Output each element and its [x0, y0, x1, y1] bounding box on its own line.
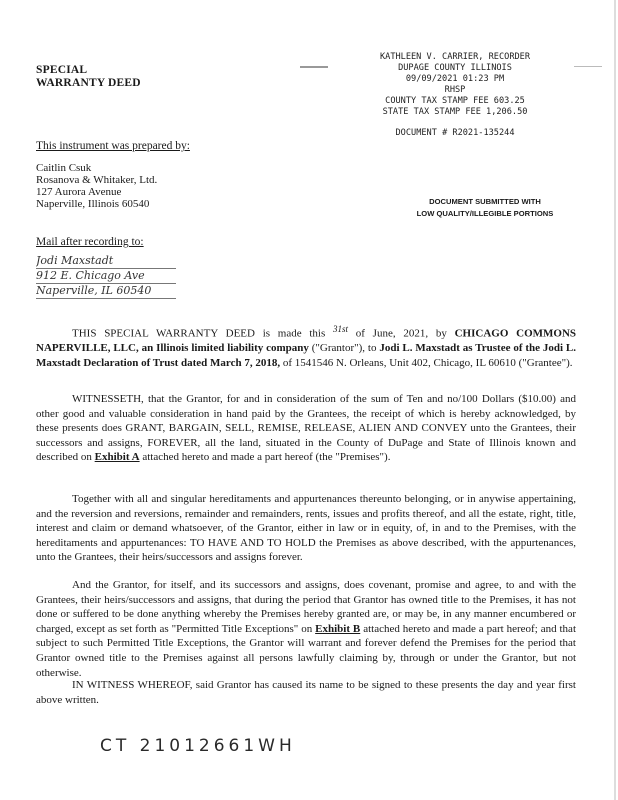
recorder-datetime: 09/09/2021 01:23 PM	[405, 74, 505, 84]
scan-edge	[614, 0, 616, 800]
scan-mark	[574, 66, 602, 67]
preparer-street: 127 Aurora Avenue	[36, 186, 122, 198]
para1-text-a: THIS SPECIAL WARRANTY DEED is made this	[72, 327, 333, 340]
para5-text: IN WITNESS WHEREOF, said Grantor has caused its name to be signed to these presents the day and year first above written.	[36, 679, 576, 706]
county-tax-fee: COUNTY TAX STAMP FEE 603.25	[385, 96, 525, 106]
title-line-2: WARRANTY DEED	[36, 77, 141, 89]
notice-line-1: DOCUMENT SUBMITTED WITH	[429, 197, 541, 206]
mail-to-street: 912 E. Chicago Ave	[36, 269, 176, 284]
title-line-1: SPECIAL	[36, 64, 88, 76]
preparer-address	[36, 162, 157, 210]
state-tax-fee: STATE TAX STAMP FEE 1,206.50	[382, 107, 528, 117]
deed-title	[36, 64, 141, 90]
mail-to-name: Jodi Maxstadt	[36, 254, 176, 269]
mail-to-label: Mail after recording to:	[36, 236, 144, 248]
para1-text-d: of 1541546 N. Orleans, Unit 402, Chicago, IL 60610 ("Grantee").	[280, 356, 573, 369]
para4-text-b: attached hereto and made a part hereof; and that subject to such Permitted Title Exceptions, the Grantor will warrant and forever defend the Premises for the period that Grantor owned title to the Premises against all persons lawfully claiming by, through or under the Grantor, but not otherwise.	[36, 622, 576, 679]
covenant-paragraph	[36, 578, 576, 680]
quality-notice	[396, 196, 574, 220]
grantee-name: Jodi L. Maxstadt as Trustee of the Jodi L. Maxstadt Declaration of Trust dated March 7, 2018,	[36, 342, 577, 369]
preparer-firm: Rosanova & Whitaker, Ltd.	[36, 174, 158, 186]
recorder-county: DUPAGE COUNTY ILLINOIS	[398, 63, 512, 73]
recorder-stamp	[350, 52, 560, 139]
scan-mark	[300, 66, 328, 68]
para2-text-b: attached hereto and made a part hereof (the "Premises").	[139, 451, 391, 464]
witness-whereof-paragraph	[36, 678, 576, 707]
preparer-city: Naperville, Illinois 60540	[36, 198, 150, 210]
para1-text-c: ("Grantor"), to	[308, 342, 380, 355]
exhibit-a-reference: Exhibit A	[94, 451, 140, 464]
handwritten-day: 31st	[333, 324, 349, 334]
exhibit-b-reference: Exhibit B	[315, 622, 361, 635]
witnesseth-paragraph	[36, 392, 576, 465]
mail-to-handwritten	[36, 254, 176, 299]
para3-text: Together with all and singular hereditaments and appurtenances thereunto belonging, or in anywise appertaining, and the reversion and reversions, remainder and remainders, rents, issues and profits thereof, and all the estate, right, title, interest and claim or demand whatsoever, of the Grantor, either in law or in equity, of, in and to the Premises, with the hereditaments and appurtenances: TO HAVE AND TO HOLD the Premises as above described, with the appurtenances, unto the Grantees, their heirs/successors and assigns forever.	[36, 493, 576, 564]
hereditaments-paragraph	[36, 492, 576, 565]
recorder-code: RHSP	[444, 85, 466, 95]
para4-text-a: And the Grantor, for itself, and its successors and assigns, does covenant, promise and agree, to and with the Grantees, their heirs/successors and assigns, that during the period that Grantor has owned title to the Premises, it has not done or suffered to be done anything whereby the Premises hereby granted are, or may be, in any manner encumbered or charged, except as set forth as "Permitted Title Exceptions" on	[36, 579, 576, 635]
grantor-name: CHICAGO COMMONS NAPERVILLE, LLC, an Illinois limited liability company	[36, 327, 577, 355]
para1-text-b: of June, 2021, by	[348, 327, 455, 340]
mail-to-city: Naperville, IL 60540	[36, 284, 176, 299]
document-number: DOCUMENT # R2021-135244	[395, 128, 515, 138]
prepared-by-label: This instrument was prepared by:	[36, 140, 190, 152]
preparer-name: Caitlin Csuk	[36, 162, 92, 174]
opening-paragraph	[36, 322, 576, 370]
recorder-name: KATHLEEN V. CARRIER, RECORDER	[379, 52, 531, 62]
handwritten-footer-note: CT 21012661WH	[100, 736, 296, 756]
notice-line-2: LOW QUALITY/ILLEGIBLE PORTIONS	[416, 209, 554, 218]
para2-text-a: WITNESSETH, that the Grantor, for and in consideration of the sum of Ten and no/100 Dollars ($10.00) and other good and valuable consideration in hand paid by the Grantees, the receipt of which is hereby acknowledged, by these presents does GRANT, BARGAIN, SELL, REMISE, RELEASE, ALIEN AND CONVEY unto the Grantees, their successors and assigns, FOREVER, all the land, situated in the County of DuPage and State of Illinois known and described on	[36, 393, 576, 464]
